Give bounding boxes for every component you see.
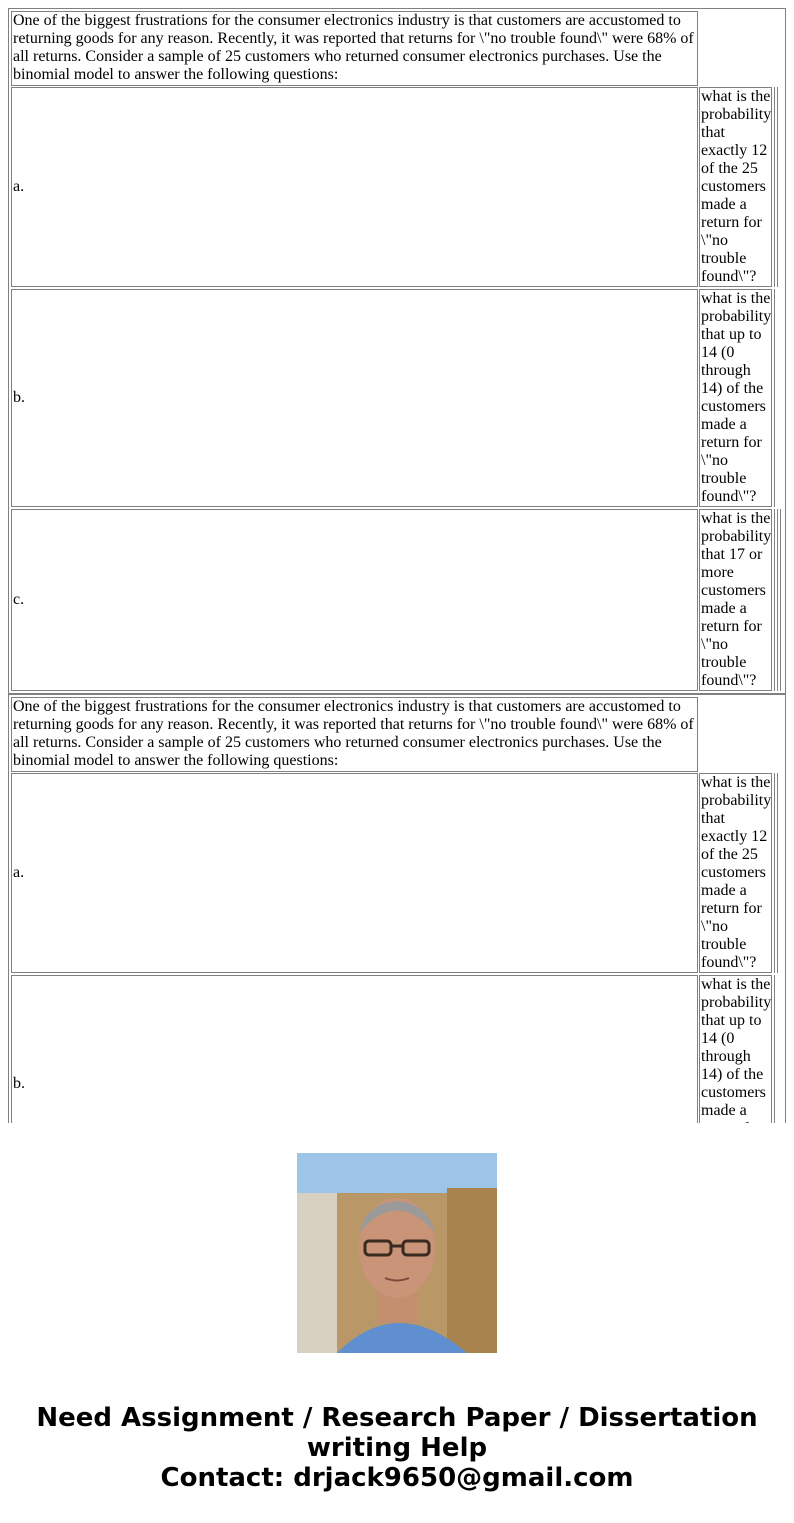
nested-border: [780, 509, 781, 691]
cta-line-1: Need Assignment / Research Paper / Dissertation: [36, 1403, 758, 1433]
nested-border: [774, 289, 775, 507]
part-question-b: what is the probability that up to 14 (0 through 14) of the customers made a return for \"no trouble found\"?: [701, 290, 772, 505]
cta-contact-email: Contact: drjack9650@gmail.com: [160, 1463, 634, 1493]
nested-border: [777, 509, 778, 691]
part-question-a-repeat: what is the probability that exactly 12 of the 25 customers made a return for \"no trouble found\"?: [701, 774, 772, 971]
footer-banner: [0, 1123, 794, 1523]
part-question-b-repeat: what is the probability that up to 14 (0 through 14) of the customers made a: [699, 975, 772, 1193]
problem-intro: One of the biggest frustrations for the consumer electronics industry is that customers are accustomed to returning goods for any reason. Recently, it was reported that returns for \"no trouble found\" were 68% of all returns. Consider a sample of 25 customers who returned consumer electronics purchases. Use the binomial model to answer the following questions:: [11, 11, 698, 86]
part-label-a-repeat: a.: [11, 773, 698, 973]
nested-border: [777, 87, 778, 287]
part-label-b-repeat: b.: [11, 975, 698, 1193]
part-label-a: a.: [11, 87, 698, 287]
part-label-c: c.: [11, 509, 698, 691]
nested-border: [774, 87, 775, 287]
nested-border: [774, 773, 775, 973]
nested-border: [777, 773, 778, 973]
problem-intro-repeat: One of the biggest frustrations for the consumer electronics industry is that customers are accustomed to returning goods for any reason. Recently, it was reported that returns for \"no trouble found\" were 68% of all returns. Consider a sample of 25 customers who returned consumer electronics purchases. Use the binomial model to answer the following questions:: [11, 697, 698, 772]
cta-line-2: writing Help: [306, 1433, 488, 1463]
avatar: [297, 1153, 497, 1353]
person-photo-icon: [297, 1153, 497, 1353]
contact-call-to-action: [0, 1403, 794, 1493]
part-label-b: b.: [11, 289, 698, 507]
part-question-c: what is the probability that 17 or more customers made a return for \"no trouble found\"?: [701, 510, 772, 689]
part-question-a: what is the probability that exactly 12 of the 25 customers made a return for \"no trouble found\"?: [701, 88, 772, 285]
nested-border: [774, 509, 775, 691]
problem-table: [8, 8, 786, 694]
